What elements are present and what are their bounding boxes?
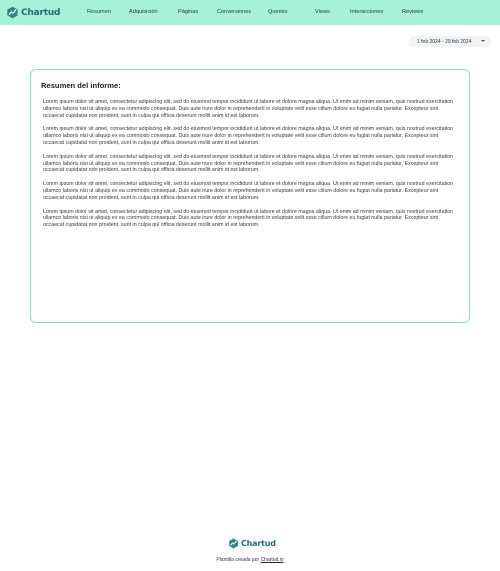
footer-credit-link[interactable]: Chartud.io — [260, 557, 284, 563]
report-summary-card — [30, 69, 470, 323]
chevron-down-icon — [481, 40, 485, 42]
chartud-logo-icon — [228, 538, 239, 549]
footer-credit — [0, 557, 500, 563]
brand-name: Chartud — [21, 7, 61, 18]
report-body — [43, 99, 459, 236]
report-paragraph: Lorem ipsum dolor sit amet, consectetur adipiscing elit, sed do eiusmod tempor incididunt ut labore et dolore magna aliqua. Ut enim ad minim veniam, quis nostrud exercitation ullamco laboris nisi ut aliquip ex ea commodo consequat. Duis aute irure dolor in reprehenderit in voluptate velit esse cillum dolore eu fugiat nulla pariatur. Excepteur sint occaecat cupidatat non proident, sunt in culpa qui officia deserunt mollit anim id est laborum. — [43, 126, 454, 146]
report-title: Resumen del informe: — [41, 81, 121, 90]
nav-item-interacciones[interactable]: Interacciones — [350, 9, 384, 15]
nav-item-reviews[interactable]: Reviews — [402, 9, 424, 15]
nav-item-queries[interactable]: Queries — [268, 9, 288, 15]
main-nav — [70, 0, 470, 25]
nav-item-views[interactable]: Views — [315, 9, 330, 15]
date-range-value: 1 feb 2024 - 29 feb 2024 — [417, 38, 472, 45]
chartud-logo-icon — [6, 6, 19, 19]
nav-item-conversiones[interactable]: Conversiones — [217, 9, 252, 15]
nav-item-resumen[interactable]: Resumen — [87, 9, 111, 15]
report-paragraph: Lorem ipsum dolor sit amet, consectetur adipiscing elit, sed do eiusmod tempor incididunt ut labore et dolore magna aliqua. Ut enim ad minim veniam, quis nostrud exercitation ullamco laboris nisi ut aliquip ex ea commodo consequat. Duis aute irure dolor in reprehenderit in voluptate velit esse cillum dolore eu fugiat nulla pariatur. Excepteur sint occaecat cupidatat non proident, sunt in culpa qui officia deserunt mollit anim id est laborum. — [43, 99, 454, 119]
footer-credit-prefix: Plantilla creada por — [216, 557, 260, 563]
brand-logo[interactable] — [6, 5, 60, 20]
nav-item-adquisicion[interactable]: Adquisición — [129, 9, 158, 15]
top-nav-bar — [0, 0, 500, 25]
report-paragraph: Lorem ipsum dolor sit amet, consectetur adipiscing elit, sed do eiusmod tempor incididunt ut labore et dolore magna aliqua. Ut enim ad minim veniam, quis nostrud exercitation ullamco laboris nisi ut aliquip ex ea commodo consequat. Duis aute irure dolor in reprehenderit in voluptate velit esse cillum dolore eu fugiat nulla pariatur. Excepteur sint occaecat cupidatat non proident, sunt in culpa qui officia deserunt mollit anim id est laborum. — [43, 208, 454, 229]
date-range-select[interactable] — [409, 36, 491, 47]
footer-brand-name: Chartud — [241, 538, 276, 548]
report-paragraph: Lorem ipsum dolor sit amet, consectetur adipiscing elit, sed do eiusmod tempor incididunt ut labore et dolore magna aliqua. Ut enim ad minim veniam, quis nostrud exercitation ullamco laboris nisi ut aliquip ex ea commodo consequat. Duis aute irure dolor in reprehenderit in voluptate velit esse cillum dolore eu fugiat nulla pariatur. Excepteur sint occaecat cupidatat non proident, sunt in culpa qui officia deserunt mollit anim id est laborum. — [43, 181, 454, 201]
footer-logo — [228, 537, 276, 549]
nav-item-paginas[interactable]: Páginas — [178, 9, 199, 15]
report-paragraph: Lorem ipsum dolor sit amet, consectetur adipiscing elit, sed do eiusmod tempor incididunt ut labore et dolore magna aliqua. Ut enim ad minim veniam, quis nostrud exercitation ullamco laboris nisi ut aliquip ex ea commodo consequat. Duis aute irure dolor in reprehenderit in voluptate velit esse cillum dolore eu fugiat nulla pariatur. Excepteur sint occaecat cupidatat non proident, sunt in culpa qui officia deserunt mollit anim id est laborum. — [43, 153, 454, 174]
